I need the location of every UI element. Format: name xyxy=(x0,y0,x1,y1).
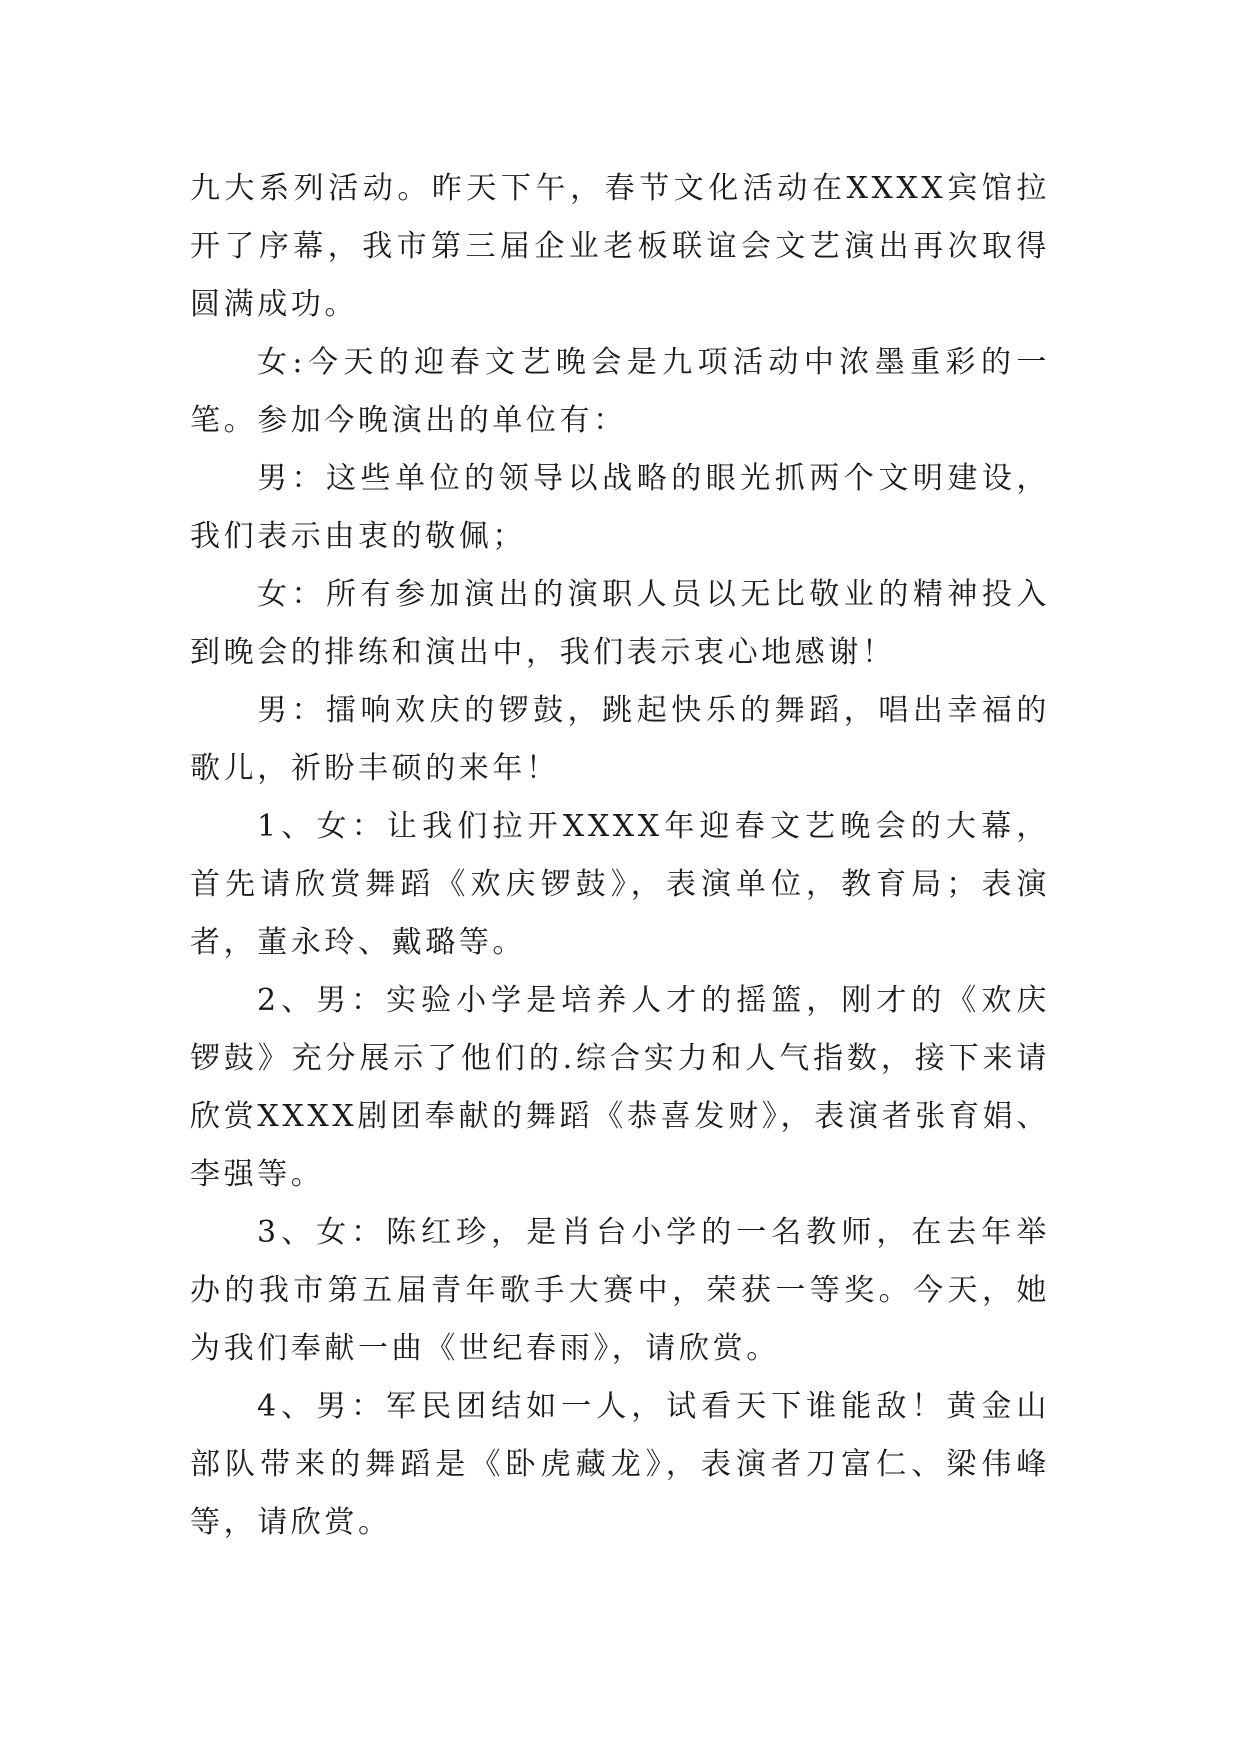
paragraph-item-4: 4、男：军民团结如一人，试看天下谁能敌！黄金山部队带来的舞蹈是《卧虎藏龙》，表演者刀富仁、梁伟峰等，请欣赏。 xyxy=(190,1389,1050,1540)
paragraph-item-2: 2、男：实验小学是培养人才的摇篮，刚才的《欢庆锣鼓》充分展示了他们的.综合实力和人气指数，接下来请欣赏XXXX剧团奉献的舞蹈《恭喜发财》，表演者张育娟、李强等。 xyxy=(190,983,1050,1192)
paragraph-female-intro: 女:今天的迎春文艺晚会是九项活动中浓墨重彩的一笔。参加今晚演出的单位有： xyxy=(190,345,1050,438)
paragraph-male-drums: 男：擂响欢庆的锣鼓，跳起快乐的舞蹈，唱出幸福的歌儿，祈盼丰硕的来年！ xyxy=(190,693,1050,786)
document-body xyxy=(190,160,1050,1552)
paragraph-female-thanks: 女：所有参加演出的演职人员以无比敬业的精神投入到晚会的排练和演出中，我们表示衷心地感谢！ xyxy=(190,577,1050,670)
paragraph-item-3: 3、女：陈红珍，是肖台小学的一名教师，在去年举办的我市第五届青年歌手大赛中，荣获一等奖。今天，她为我们奉献一曲《世纪春雨》，请欣赏。 xyxy=(190,1215,1050,1366)
paragraph-item-1: 1、女：让我们拉开XXXX年迎春文艺晚会的大幕，首先请欣赏舞蹈《欢庆锣鼓》，表演单位，教育局；表演者，董永玲、戴璐等。 xyxy=(190,809,1050,960)
paragraph-continuation: 九大系列活动。昨天下午，春节文化活动在XXXX宾馆拉开了序幕，我市第三届企业老板联谊会文艺演出再次取得圆满成功。 xyxy=(190,171,1050,322)
paragraph-male-tribute: 男：这些单位的领导以战略的眼光抓两个文明建设，我们表示由衷的敬佩； xyxy=(190,461,1050,554)
